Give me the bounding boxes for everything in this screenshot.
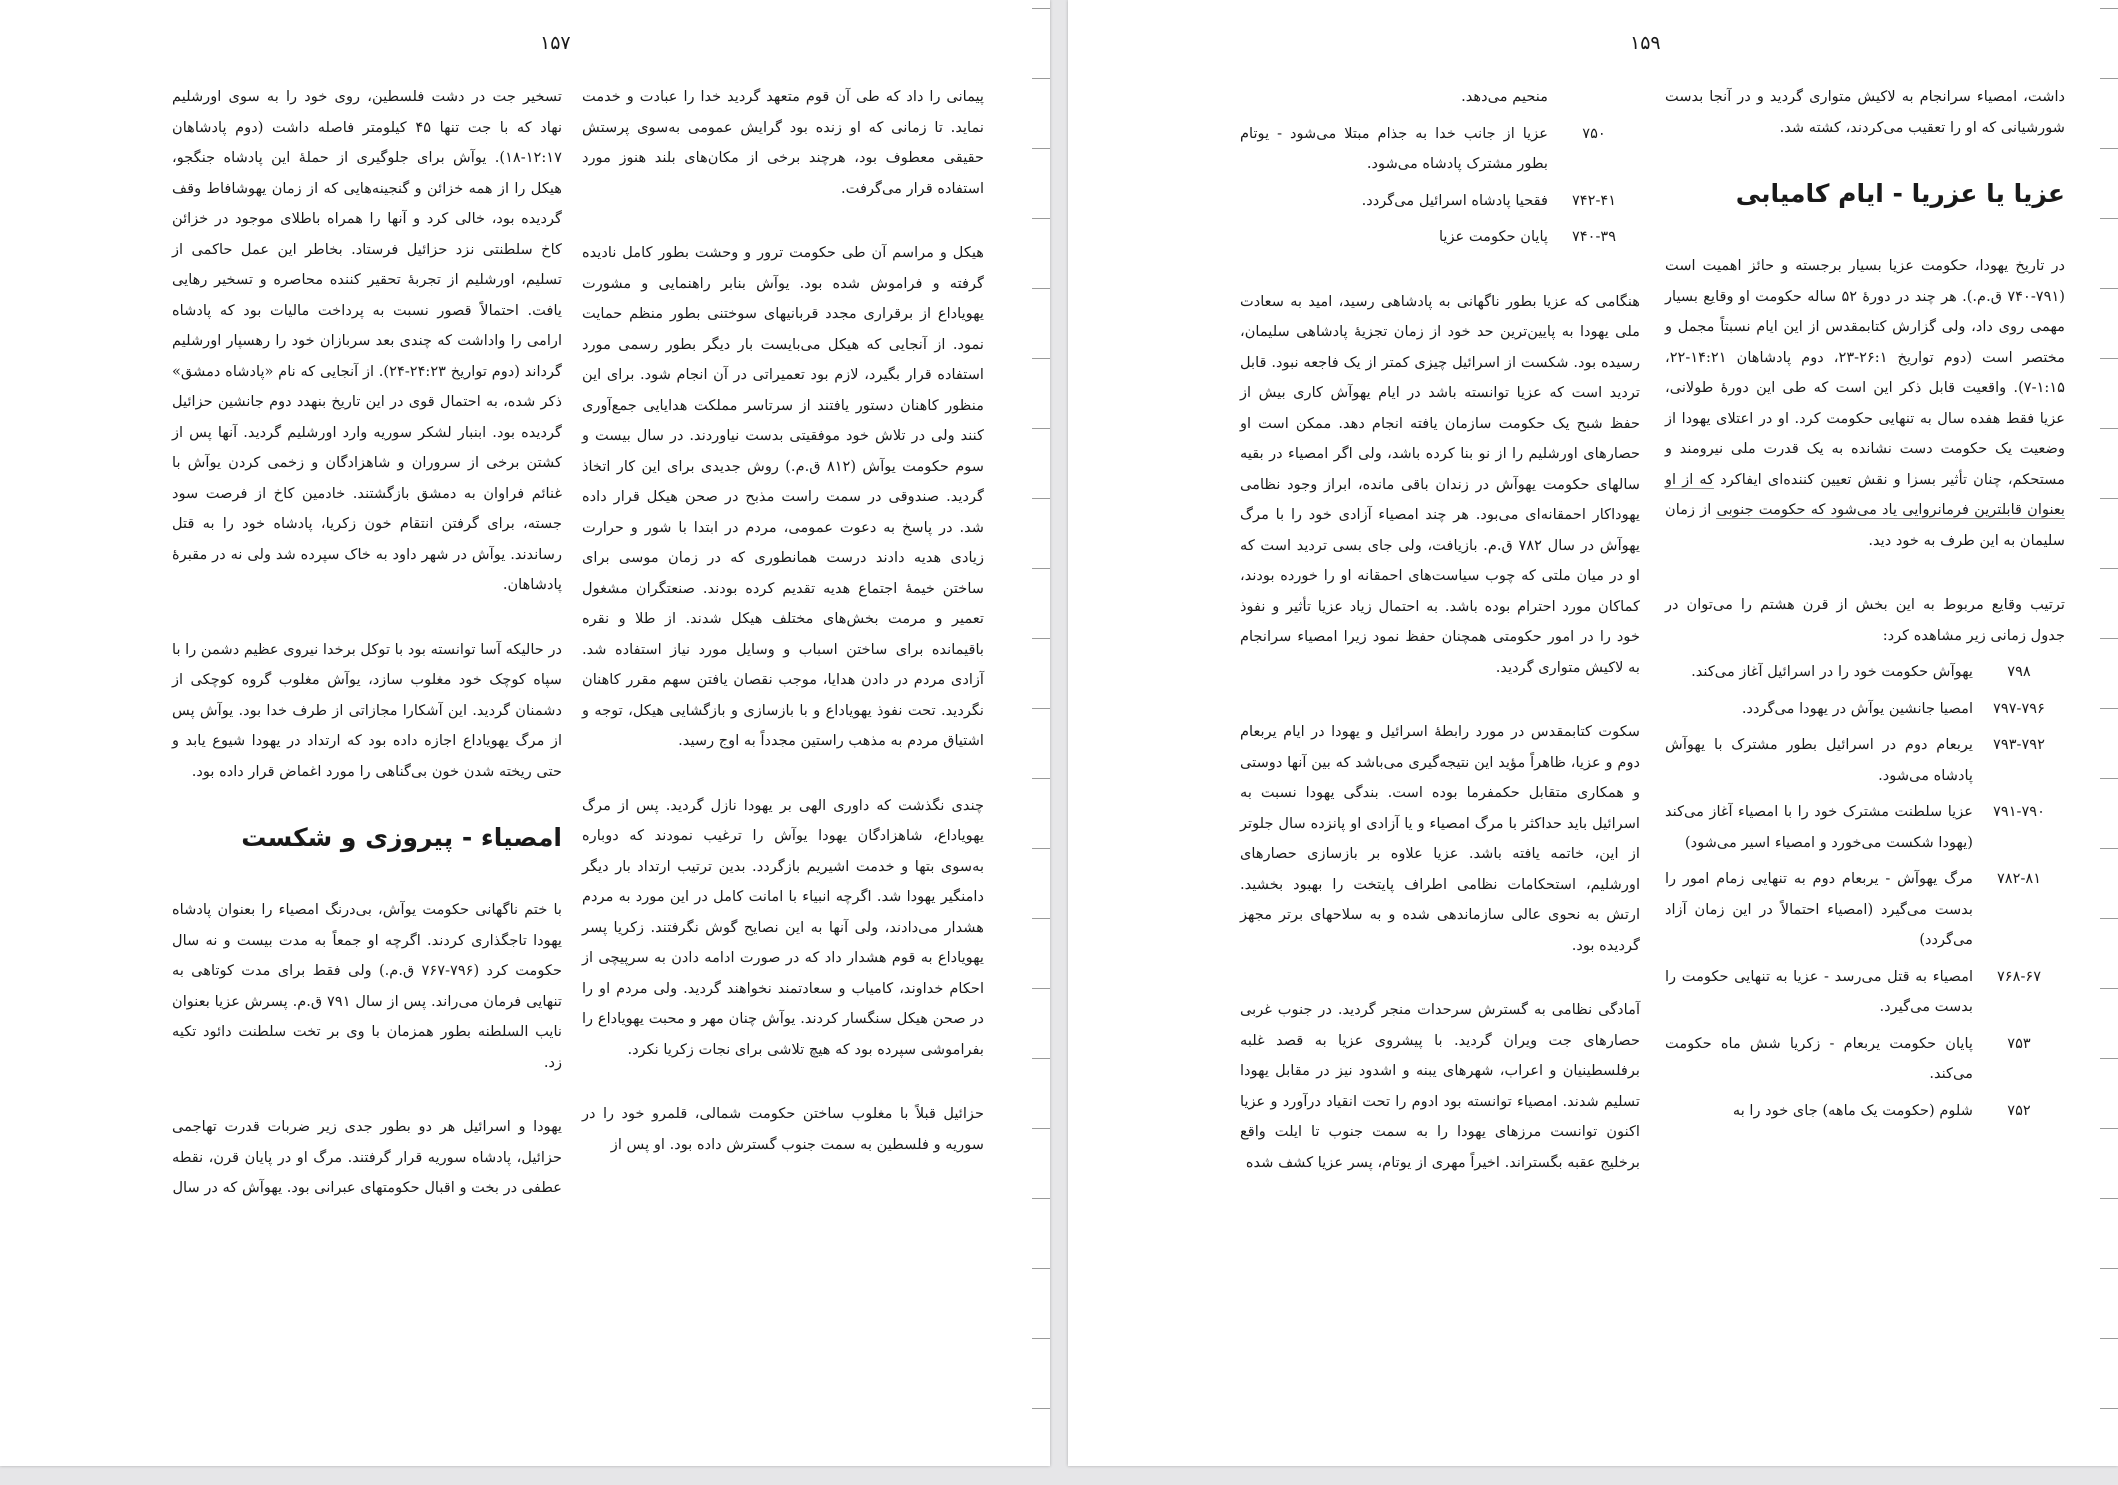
paragraph-text: از زمان سلیمان به این طرف به خود دید. <box>1665 501 2065 549</box>
page-number: ۱۵۷ <box>540 32 571 54</box>
page-number: ۱۵۹ <box>1630 32 1661 54</box>
paragraph <box>1665 251 2065 556</box>
timeline-event: عزیا سلطنت مشترک خود را با امصیاء آغاز می‌کند (یهودا شکست می‌خورد و امصیاء اسیر می‌شود) <box>1665 803 1973 851</box>
paragraph-text: در تاریخ یهودا، حکومت عزیا بسیار برجسته و حائز اهمیت است (۷۹۱-۷۴۰ ق.م.). هر چند در دورهٔ ۵۲ ساله حکومت او وقایع بسیار مهمی روی داد، ولی گزارش کتابمقدس از این ایام نسبتاً مجمل و مختصر است (دوم تواریخ ۲۶:۱-۲۳، دوم پادشاهان ۱۴:۲۱-۲۲، ۱:۱۵-۷). واقعیت قابل ذکر این است که طی این دورهٔ طولانی، عزیا فقط هفده سال به تنهایی حکومت کرد. او در اعتلای یهودا از وضعیت یک حکومت دست نشانده به یک قدرت ملی نیرومند و مستحکم، چنان تأثیر بسزا و نقش تعیین کننده‌ای ایفاکرد <box>1665 257 2065 488</box>
right-page <box>1068 0 2118 1466</box>
timeline-row <box>1665 1029 2065 1090</box>
paragraph: حزائیل قبلاً با مغلوب ساختن حکومت شمالی، قلمرو خود را در سوریه و فلسطین به سمت جنوب گسترش داده بود. او پس از <box>582 1105 984 1153</box>
timeline-date: ۷۹۱-۷۹۰ <box>1993 803 2045 820</box>
timeline-table <box>1240 82 1640 253</box>
timeline-date: ۷۸۲-۸۱ <box>1996 870 2042 887</box>
section-heading: عزیا یا عزریا - ایام کامیابی <box>1735 179 2065 208</box>
text-column-right <box>1665 82 2065 1160</box>
timeline-row <box>1665 730 2065 791</box>
timeline-event: عزیا از جانب خدا به جذام مبتلا می‌شود - یوتام بطور مشترک پادشاه می‌شود. <box>1240 124 1548 172</box>
timeline-row <box>1665 797 2065 858</box>
timeline-date: ۷۹۸ <box>2007 663 2031 680</box>
timeline-event: یربعام دوم در اسرائیل بطور مشترک با یهوآش پادشاه می‌شود. <box>1665 736 1973 784</box>
paragraph: هیکل و مراسم آن طی حکومت ترور و وحشت بطور کامل نادیده گرفته و فراموش شده بود. یوآش بنابر راهنمایی و مشورت یهویاداع از برقراری مجدد قربانیهای سوختنی بطور منظم حمایت نمود. از آنجایی که هیکل می‌بایست بار دیگر بطور رسمی مورد استفاده قرار بگیرد، لازم بود تعمیراتی در آن انجام شود. برای این منظور کاهنان دستور یافتند از سرتاسر مملکت هدایایی جمع‌آوری کنند ولی در تلاش خود موفقیتی بدست نیاوردند. در سال بیست و سوم حکومت یوآش (۸۱۲ ق.م.) روش جدیدی برای این کار اتخاذ گردید. صندوقی در سمت راست مذبح در صحن هیکل قرار داده شد. در پاسخ به دعوت عمومی، مردم در ابتدا با شور و حرارت زیادی هدیه دادند درست همانطوری که در زمان موسی برای ساختن خیمهٔ اجتماع هدیه تقدیم کرده بودند. صنعتگران مشغول تعمیر و مرمت بخش‌های مختلف هیکل شدند. از طلا و نقره باقیمانده برای ساختن اسباب و وسایل مورد نیاز استفاده شد. آزادی مردم در دادن هدایا، موجب نقصان یافتن سهم مقرر کاهنان نگردید. تحت نفوذ یهویاداع و با بازسازی و بازگشایی هیکل، توجه و اشتیاق مردم به مذهب راستین مجدداً به اوج رسید. <box>582 244 985 749</box>
paragraph: سکوت کتابمقدس در مورد رابطهٔ اسرائیل و یهودا در ایام یربعام دوم و عزیا، ظاهراً مؤید این نتیجه‌گیری می‌باشد که بین آنها دوستی و همکاری متقابل حکمفرما بوده است. بندگی یهودا نسبت به اسرائیل باید حداکثر با مرگ امصیاء و یا آزادی او پانزده سال جلوتر از این، خاتمه یافته باشد. عزیا علاوه بر بازسازی حصارهای اورشلیم، استحکامات نظامی اطراف پایتخت را بهبود بخشید. ارتش به نحوی عالی سازماندهی شده و به سلاحهای برتر مجهز گردیده بود. <box>1240 723 1640 954</box>
section-heading: امصیاء - پیروزی و شکست <box>241 823 562 852</box>
timeline-event: شلوم (حکومت یک ماهه) جای خود را به <box>1732 1101 1973 1119</box>
timeline-row <box>1665 864 2065 956</box>
timeline-event: مرگ یهوآش - یربعام دوم به تنهایی زمام امور را بدست می‌گیرد (امصیاء احتمالاً در این زمان آزاد می‌گردد) <box>1665 870 1973 948</box>
timeline-event: یهوآش حکومت خود را در اسرائیل آغاز می‌کند. <box>1691 663 1973 680</box>
timeline-date: ۷۴۲-۴۱ <box>1571 191 1617 209</box>
timeline-event: امصیاء به قتل می‌رسد - عزیا به تنهایی حکومت را بدست می‌گیرد. <box>1665 967 1973 1015</box>
timeline-row <box>1240 82 1640 113</box>
text-column-right <box>582 82 984 1194</box>
timeline-date: ۷۵۰ <box>1582 124 1606 142</box>
timeline-event: پایان حکومت عزیا <box>1438 228 1548 245</box>
paragraph: با ختم ناگهانی حکومت یوآش، بی‌درنگ امصیاء را بعنوان پادشاه یهودا تاجگذاری کردند. اگرچه او جمعاً به مدت بیست و نه سال حکومت کرد (۷۹۶-۷۶۷ ق.م.) ولی فقط برای مدت کوتاهی به تنهایی فرمان می‌راند. پس از سال ۷۹۱ ق.م. پسرش عزیا بعنوان نایب السلطنه بطور همزمان با وی بر تخت سلطنت دائود تکیه زد. <box>172 901 562 1071</box>
timeline-event: فقحیا پادشاه اسرائیل می‌گردد. <box>1361 191 1548 209</box>
paragraph: در حالیکه آسا توانسته بود با توکل برخدا نیروی عظیم دشمن را با سپاه کوچک خود مغلوب سازد، یوآش مغلوب گروه کوچکی از دشمنان گردید. این آشکارا مجازاتی از طرف خدا بود. یوآش پس از مرگ یهویاداع اجازه داده بود که ارتداد در یهودا شیوع یابد و حتی ریخته شدن خون بی‌گناهی را مورد اغماض قرار داده بود. <box>172 640 562 780</box>
text-column-left <box>1240 82 1640 1212</box>
text-column-left <box>172 82 562 1238</box>
timeline-date: ۷۵۲ <box>2007 1101 2031 1119</box>
timeline-row <box>1665 1096 2065 1127</box>
paragraph: تسخیر جت در دشت فلسطین، روی خود را به سوی اورشلیم نهاد که با جت تنها ۴۵ کیلومتر فاصله داشت (دوم پادشاهان ۱۲:۱۷-۱۸). یوآش برای جلوگیری از حملهٔ این پادشاه جنگجو، هیکل را از همه خزائن و گنجینه‌هایی که از زمان یهوشافاط وقف گردیده بود، خالی کرد و آنها را همراه باطلای موجود در خزائن کاخ سلطنتی نزد حزائیل فرستاد. بخاطر این عمل حاکمی از تسلیم، اورشلیم از تجربهٔ تحقیر کننده محاصره و تسخیر رهایی یافت. احتمالاً قصور نسبت به پرداخت مالیات بود که پادشاه ارامی را واداشت که چندی بعد سربازان خود را رهسپار اورشلیم گرداند (دوم تواریخ ۲۴:۲۳-۲۴). از آنجایی که نام «پادشاه دمشق» ذکر شده، به احتمال قوی در این تاریخ بنهدد دوم جانشین حزائیل گردیده بود. ابنبار لشکر سوریه وارد اورشلیم گردید. آنها پس از کشتن برخی از سروران و شاهزادگان و زخمی کردن یوآش با غنائم فراوان به دمشق بازگشتند. خادمین کاخ از فرصت سود جسته، برای گرفتن انتقام خون زکریا، پادشاه خود را به قتل رساندند. یوآش در شهر داود به خاک سپرده شد ولی نه در مقبرهٔ پادشاهان. <box>172 88 563 593</box>
timeline-date: ۷۹۳-۷۹۲ <box>1993 736 2045 753</box>
timeline-date: ۷۵۳ <box>2007 1034 2031 1052</box>
paragraph: یهودا و اسرائیل هر دو بطور جدی زیر ضربات قدرت تهاجمی حزائیل، پادشاه سوریه قرار گرفتند. مرگ او در پایان قرن، نقطه عطفی در بخت و اقبال حکومتهای عبرانی بود. یهوآش که در سال <box>172 1118 562 1196</box>
timeline-row <box>1240 119 1640 180</box>
paragraph: آمادگی نظامی به گسترش سرحدات منجر گردید. در جنوب غربی حصارهای جت ویران گردید. با پیشروی عزیا به قصد غلبه برفلسطینیان و اعراب، شهرهای یبنه و اشدود نیز در مقابل یهودا تسلیم شدند. امصیاء توانسته بود ادوم را تحت انقیاد درآورد و عزیا اکنون توانست مرزهای یهودا را به سمت جنوب تا ایلت واقع برخلیج عقبه بگستراند. اخیراً مهری از یوتام، پسر عزیا کشف شده <box>1240 1001 1640 1171</box>
timeline-row <box>1665 962 2065 1023</box>
paragraph: ترتیب وقایع مربوط به این بخش از قرن هشتم را می‌توان در جدول زمانی زیر مشاهده کرد: <box>1665 596 2065 644</box>
paragraph: هنگامی که عزیا بطور ناگهانی به پادشاهی رسید، امید به سعادت ملی یهودا به پایین‌ترین حد خود از زمان تجزیهٔ پادشاهی سلیمان، رسیده بود. شکست از اسرائیل چیزی کمتر از یک فاجعه نبود. قابل تردید است که عزیا توانسته باشد در ایام یهوآش کاری بیش از حفظ شبح یک حکومت سازمان یافته انجام دهد. ممکن است او حصارهای اورشلیم را از نو بنا کرده باشد، ولی اگر امصیاء در بقیه سالهای حکومت یهوآش در زندان باقی مانده، ابراز وجود نظامی یهوداکار احمقانه‌ای می‌بود. هر چند امصیاء آزادی خود را با مرگ یهوآش در سال ۷۸۲ ق.م. بازیافت، ولی جای بسی تردید است که او در میان ملتی که چوب سیاست‌های احمقانه او را خورده بودند، کماکان مورد احترام بوده باشد. به احتمال زیاد عزیا تأثیر و نفوذ خود را در امور حکومتی همچنان حفظ نمود زیرا امصیاء سرانجام به لاکیش متواری گردید. <box>1240 292 1640 676</box>
timeline-date: ۷۴۰-۳۹ <box>1571 228 1617 245</box>
timeline-row <box>1240 186 1640 217</box>
timeline-date: ۷۹۷-۷۹۶ <box>1993 699 2045 717</box>
underlined-text: که از او بعنوان قابلترین فرمانروایی یاد می‌شود که حکومت جنوبی <box>1665 470 2065 518</box>
timeline-event: منحیم می‌دهد. <box>1461 88 1548 105</box>
paragraph: پیمانی را داد که طی آن قوم متعهد گردید خدا را عبادت و خدمت نماید. تا زمانی که او زنده بود گرایش عمومی به‌سوی پرستش حقیقی معطوف بود، هرچند برخی از مکان‌های بلند هنوز مورد استفاده قرار می‌گرفت. <box>582 88 984 197</box>
timeline-row <box>1665 694 2065 725</box>
paragraph: داشت، امصیاء سرانجام به لاکیش متواری گردید و در آنجا بدست شورشیانی که او را تعقیب می‌کردند، کشته شد. <box>1665 88 2065 136</box>
timeline-date: ۷۶۸-۶۷ <box>1996 967 2042 985</box>
timeline-row <box>1665 657 2065 688</box>
paragraph: چندی نگذشت که داوری الهی بر یهودا نازل گردید. پس از مرگ یهویاداع، شاهزادگان یهودا یوآش را ترغیب نمودند که دوباره به‌سوی بتها و خدمت اشیریم بازگردد. بدین ترتیب ارتداد بار دیگر دامنگیر یهودا شد. اگرچه انبیاء با امانت کامل در این مورد به مردم هشدار می‌دادند، ولی آنها به این نصایح گوش نگرفتند. زکریا پسر یهویاداع به قوم هشدار داد که در صورت ادامه دادن به سرپیچی از احکام خداوند، کامیاب و سعادتمند نخواهند گردید. ولی مردم او را در صحن هیکل سنگسار کردند. یوآش چنان مهر و محبت یهویاداع را بفراموشی سپرده بود که هیچ تلاشی برای نجات زکریا نکرد. <box>582 796 984 1058</box>
timeline-event: پایان حکومت یربعام - زکریا شش ماه حکومت می‌کند. <box>1665 1034 1973 1082</box>
timeline-event: امصیا جانشین یوآش در یهودا می‌گردد. <box>1741 699 1973 717</box>
left-page <box>0 0 1050 1466</box>
timeline-row <box>1240 222 1640 253</box>
timeline-table <box>1665 657 2065 1126</box>
